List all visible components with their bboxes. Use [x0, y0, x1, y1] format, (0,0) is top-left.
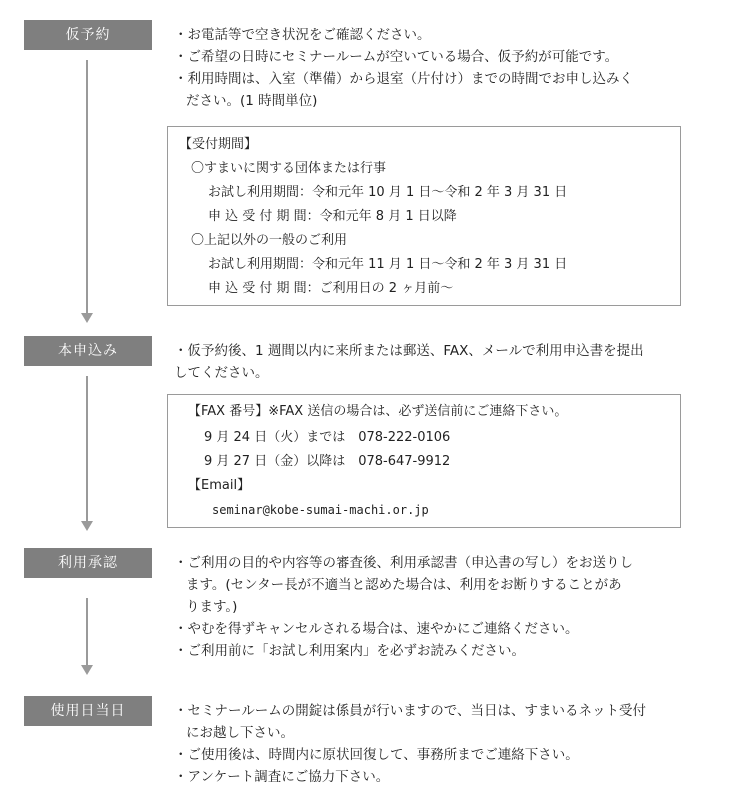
box-line: 9 月 27 日（金）以降は 078-647-9912: [204, 454, 451, 469]
box-line: 9 月 24 日（火）までは 078-222-0106: [204, 430, 451, 445]
step-description-honmoushikomi: [174, 340, 644, 384]
email-address: seminar@kobe-sumai-machi.or.jp: [212, 503, 429, 517]
text-line: ・やむを得ずキャンセルされる場合は、速やかにご連絡ください。: [174, 621, 579, 637]
step-description-riyoushounin: [174, 552, 633, 662]
text-line: ださい。(1 時間単位): [186, 93, 318, 109]
text-line: ・仮予約後、1 週間以内に来所または郵送、FAX、メールで利用申込書を提出: [174, 343, 644, 359]
box-line: 〇上記以外の一般のご利用: [191, 233, 348, 248]
box-heading: 【Email】: [188, 478, 251, 493]
box-line: 〇すまいに関する団体または行事: [191, 161, 387, 176]
text-line: にお越し下さい。: [186, 725, 294, 741]
text-line: ・利用時間は、入室（準備）から退室（片付け）までの時間でお申し込みく: [174, 71, 633, 87]
text-line: ・ご利用の目的や内容等の審査後、利用承認書（申込書の写し）をお送りし: [174, 555, 633, 571]
text-line: ・ご希望の日時にセミナールームが空いている場合、仮予約が可能です。: [174, 49, 619, 65]
flow-arrow: [86, 598, 88, 666]
text-line: ・アンケート調査にご協力下さい。: [174, 769, 390, 785]
text-line: ・ご利用前に「お試し利用案内」を必ずお読みください。: [174, 643, 525, 659]
text-line: ます。(センター長が不適当と認めた場合は、利用をお断りすることがあ: [186, 577, 622, 593]
box-line: 申 込 受 付 期 間：令和元年 8 月 1 日以降: [208, 209, 457, 224]
box-line: お試し利用期間：令和元年 10 月 1 日～令和 2 年 3 月 31 日: [208, 185, 568, 200]
text-line: ・ご使用後は、時間内に原状回復して、事務所までご連絡下さい。: [174, 747, 579, 763]
box-line: お試し利用期間：令和元年 11 月 1 日～令和 2 年 3 月 31 日: [208, 257, 568, 272]
text-line: してください。: [174, 365, 269, 381]
flow-arrow: [86, 60, 88, 314]
step-label-shiyoubi: 使用日当日: [24, 696, 152, 726]
box-heading: 【受付期間】: [179, 137, 258, 152]
flow-arrow: [86, 376, 88, 522]
text-line: ・お電話等で空き状況をご確認ください。: [174, 27, 431, 43]
step-description-kariyoyaku: [174, 24, 633, 112]
box-line: 申 込 受 付 期 間：ご利用日の 2 ヶ月前～: [208, 281, 454, 296]
step-label-kariyoyaku: 仮予約: [24, 20, 152, 50]
step-label-riyoushounin: 利用承認: [24, 548, 152, 578]
contact-info-box: [167, 394, 681, 528]
reception-period-box: [167, 126, 681, 306]
text-line: ・セミナールームの開錠は係員が行いますので、当日は、すまいるネット受付: [174, 703, 646, 719]
box-heading: 【FAX 番号】※FAX 送信の場合は、必ず送信前にご連絡下さい。: [188, 404, 568, 419]
step-label-honmoushikomi: 本申込み: [24, 336, 152, 366]
text-line: ります。): [186, 599, 238, 615]
step-description-shiyoubi: [174, 700, 646, 788]
